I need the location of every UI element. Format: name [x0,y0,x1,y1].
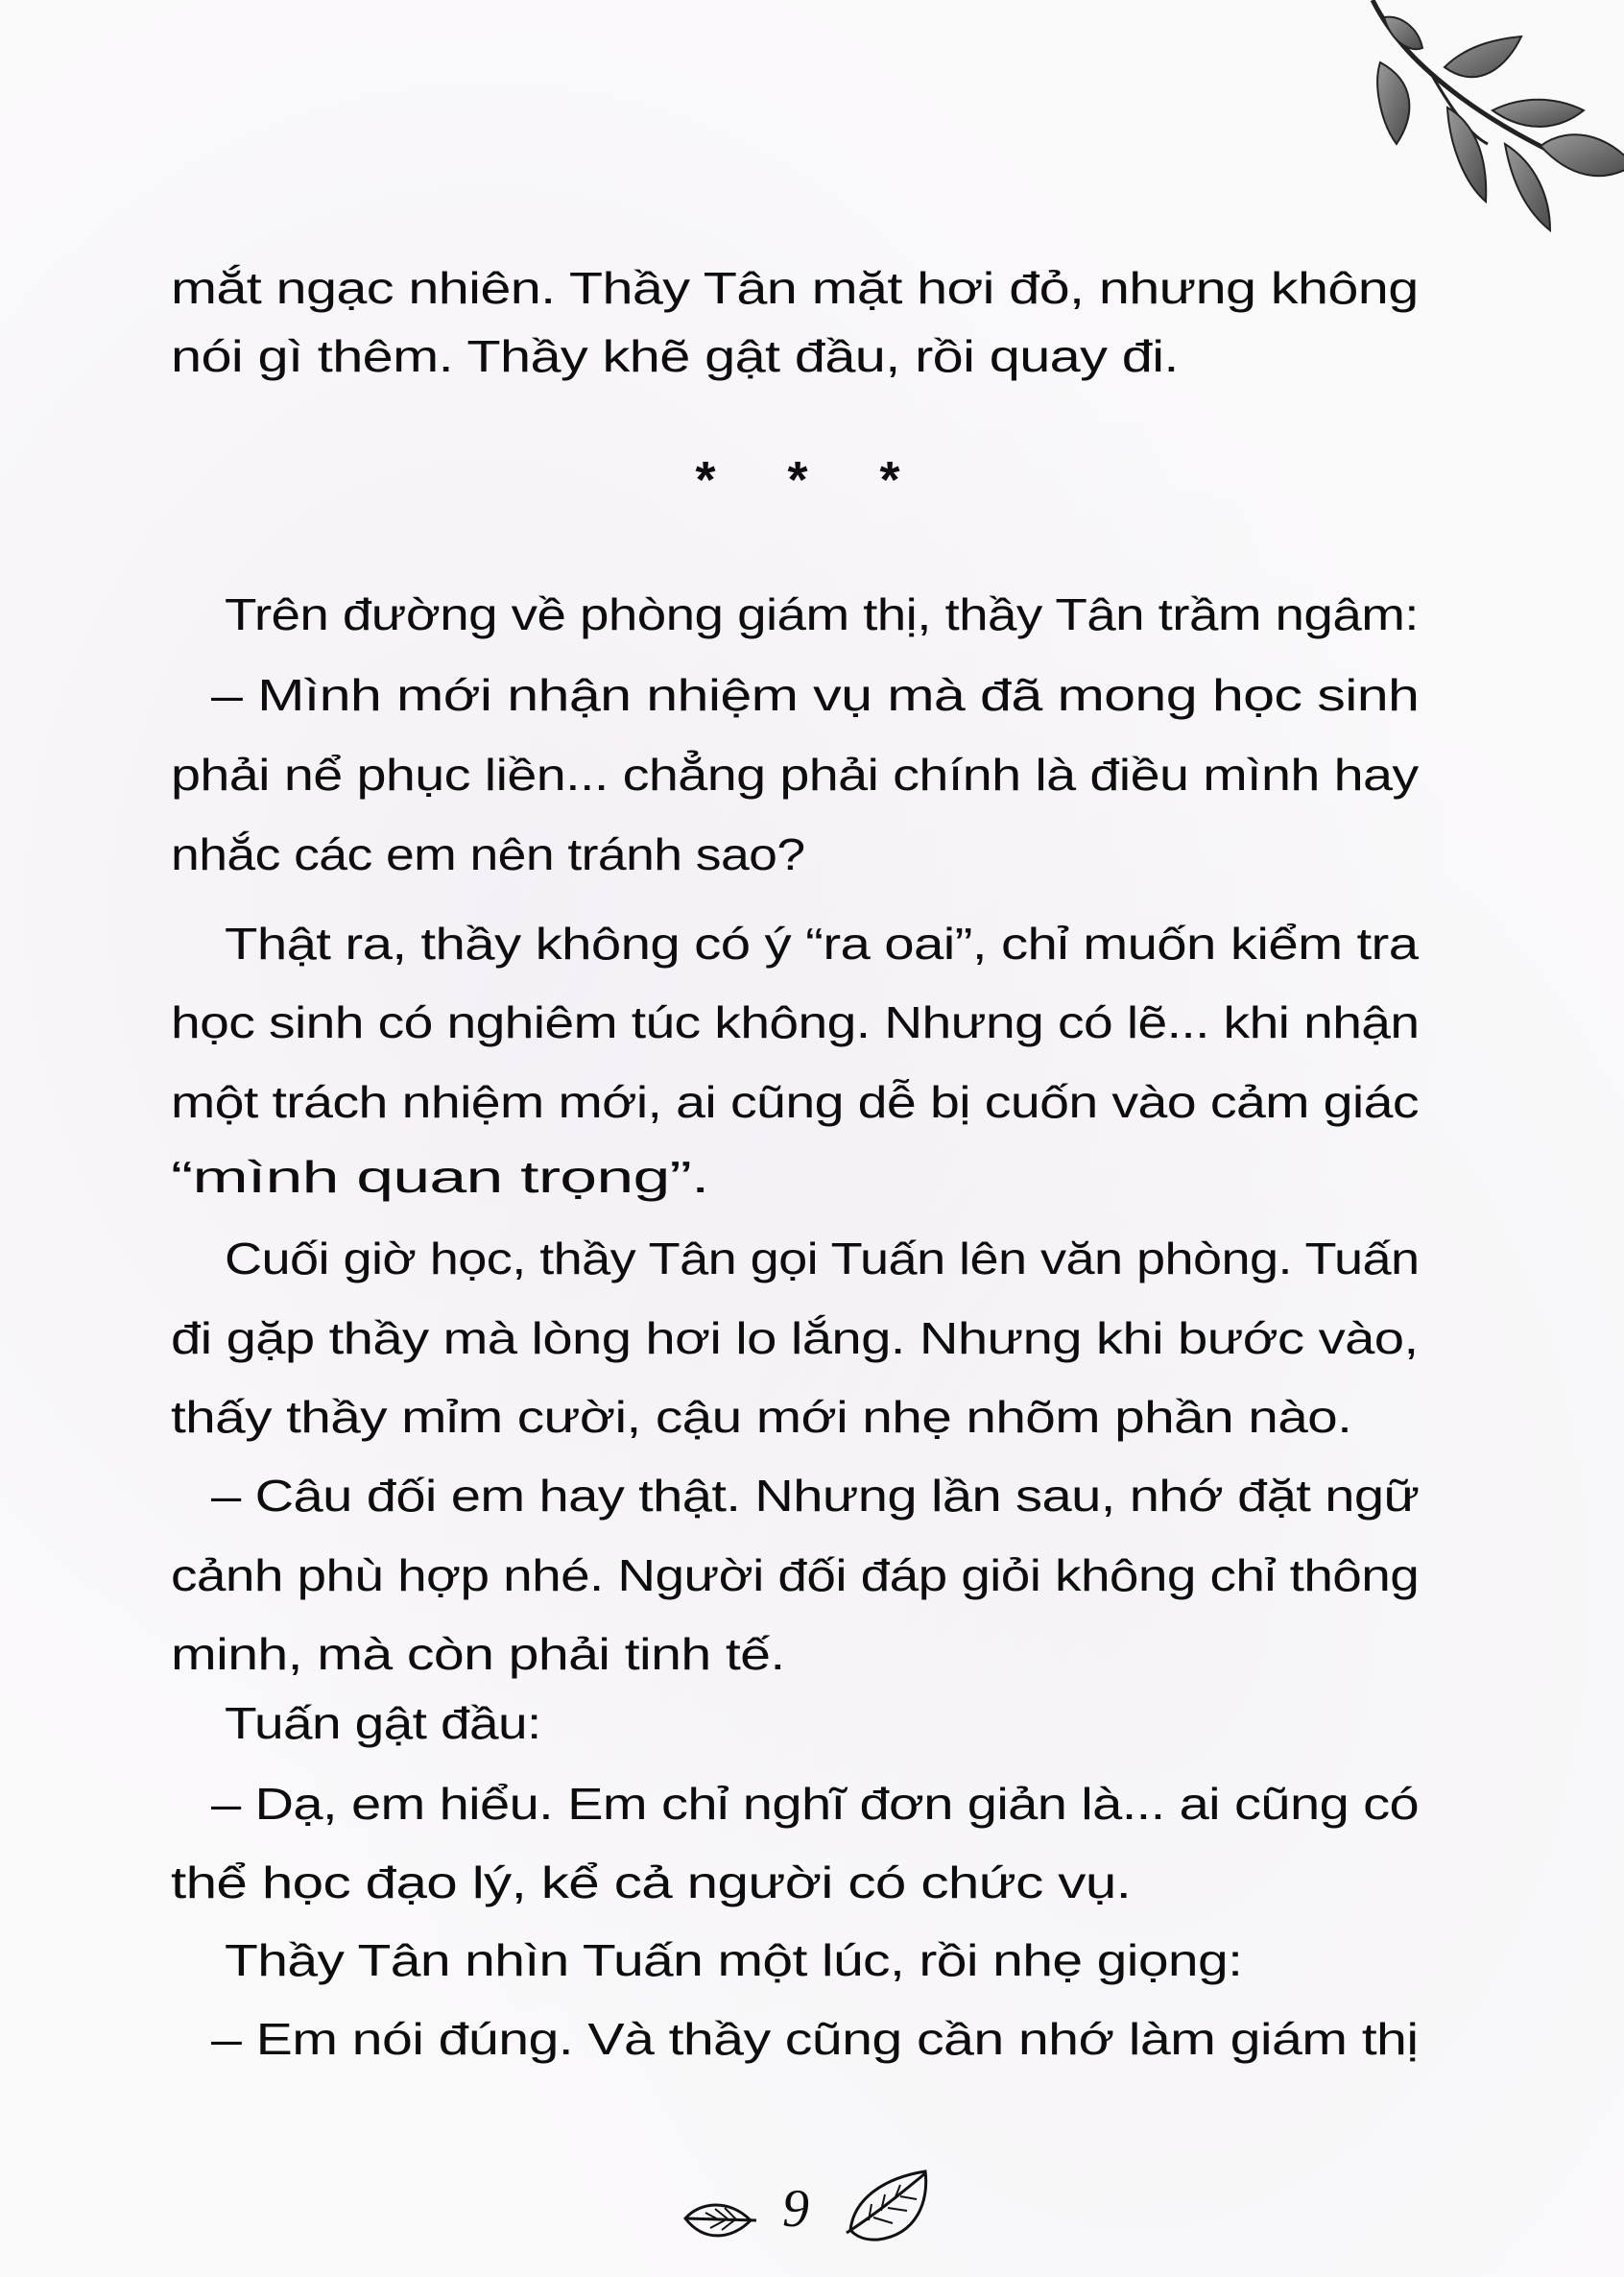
text-line-3: Trên đường về phòng giám thị, thầy Tân trầm ngâm: [225,589,1419,639]
text-line-4: – Mình mới nhận nhiệm vụ mà đã mong học sinh [211,670,1420,720]
text-line-7: Thật ra, thầy không có ý “ra oai”, chỉ muốn kiểm tra [225,919,1419,969]
text-line-19: thể học đạo lý, kể cả người có chức vụ. [171,1858,1132,1907]
page-footer [653,2168,941,2254]
text-line-9: một trách nhiệm mới, ai cũng dễ bị cuốn vào cảm giác [171,1077,1419,1127]
text-line-12: đi gặp thầy mà lòng hơi lo lắng. Nhưng khi bước vào, [171,1313,1419,1363]
text-line-16: minh, mà còn phải tinh tế. [171,1629,785,1679]
text-line-10: “mình quan trọng”. [171,1152,709,1202]
text-line-11: Cuối giờ học, thầy Tân gọi Tuấn lên văn phòng. Tuấn [225,1234,1420,1283]
text-line-20: Thầy Tân nhìn Tuấn một lúc, rồi nhẹ giọng: [225,1935,1243,1985]
text-line-18: – Dạ, em hiểu. Em chỉ nghĩ đơn giản là... ai cũng có [211,1779,1420,1829]
text-line-13: thấy thầy mỉm cười, cậu mới nhẹ nhõm phần nào. [171,1392,1352,1442]
leaf-icon [681,2192,758,2249]
leaf-icon [845,2168,931,2249]
text-line-15: cảnh phù hợp nhé. Người đối đáp giỏi không chỉ thông [171,1550,1420,1600]
text-line-5: phải nể phục liền... chẳng phải chính là điều mình hay [171,750,1419,800]
leaf-branch-icon [1344,0,1624,240]
text-line-21: – Em nói đúng. Và thầy cũng cần nhớ làm giám thị [211,2014,1419,2064]
page-number: 9 [782,2179,809,2239]
text-line-2: nói gì thêm. Thầy khẽ gật đầu, rồi quay đi. [171,331,1179,381]
section-separator: * * * [695,451,929,509]
text-line-8: học sinh có nghiêm túc không. Nhưng có lẽ... khi nhận [171,997,1420,1047]
text-line-1: mắt ngạc nhiên. Thầy Tân mặt hơi đỏ, nhưng không [171,263,1419,313]
text-line-6: nhắc các em nên tránh sao? [171,829,805,879]
text-line-14: – Câu đối em hay thật. Nhưng lần sau, nhớ đặt ngữ [211,1471,1420,1521]
text-line-17: Tuấn gật đầu: [225,1698,541,1748]
